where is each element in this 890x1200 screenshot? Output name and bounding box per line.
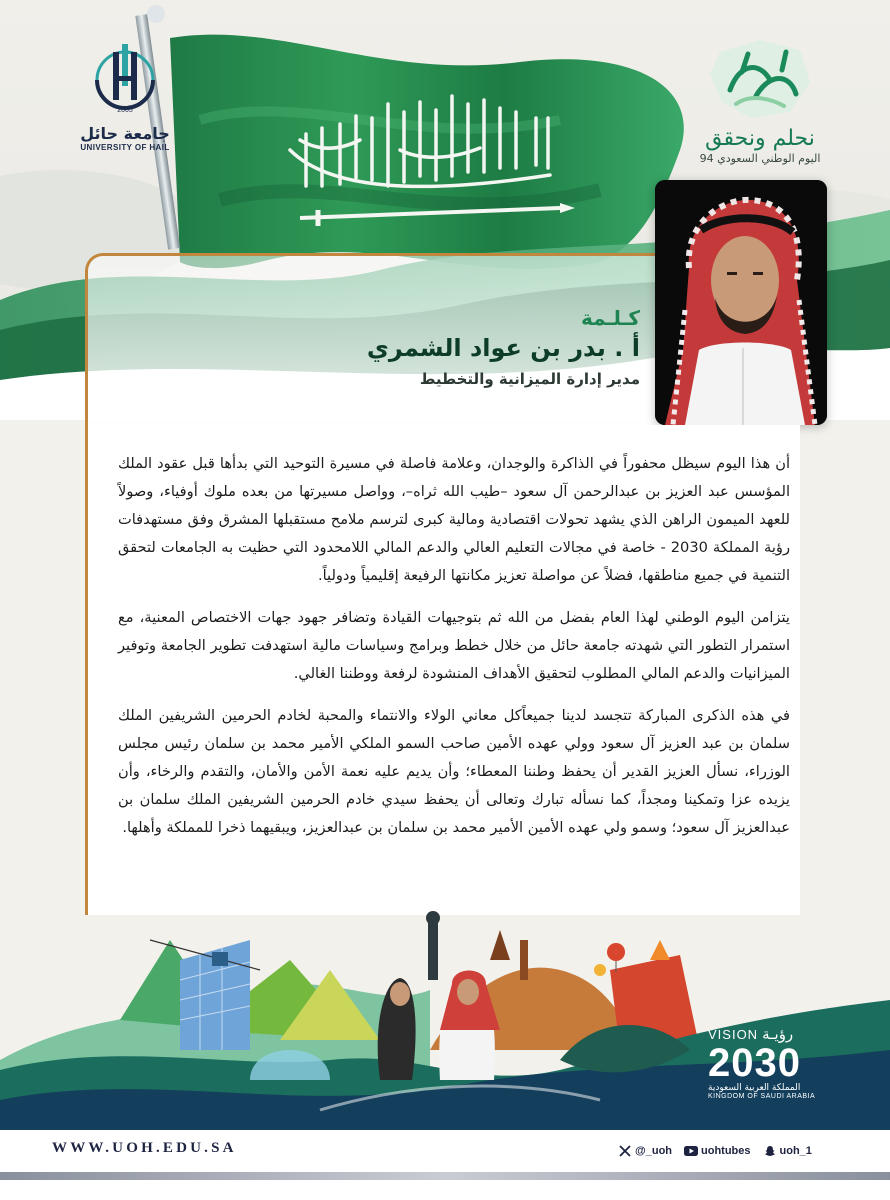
speech-paragraph: في هذه الذكرى المباركة تتجسد لدينا جميعاًكل معاني الولاء والانتماء والمحبة لخادم الحرمين الشريفين الملك سلمان بن عبد العزيز آل سعود وولي عهده الأمين صاحب السمو الملكي الأمير محمد بن سلمان رئيس مجلس الوزراء، نسأل العزيز القدير أن يحفظ وطننا المعطاء؛ وأن يديم عليه نعمة الأمن والأمان، والتقدم والرخاء، وأن يزيده عزا وتمكينا ومجداً، كما نسأله تبارك وتعالى أن يحفظ سيدي خادم الحرمين الشريفين الملك سلمان بن عبدالعزيز آل سعود؛ وسمو ولي عهده الأمين الأمير محمد بن سلمان بن عبدالعزيز، ويبقيهما ذخرا للمملكة وأهلها.: [118, 707, 790, 836]
speech-paragraph: يتزامن اليوم الوطني لهذا العام بفضل من الله ثم بتوجيهات القيادة وتضافر جهود جهات الاختصاص المعنية، مع استمرار التطور التي شهدته جامعة حائل من خلال خطط وبرامج وسياسات مالية استهدفت تطوير الجامعة وتوفير الميزانيات والدعم المالي المطلوب لتحقيق الأهداف المنشودة لرفعة ووطننا الغالي.: [118, 609, 790, 682]
speech-body: [118, 450, 790, 856]
speech-label: كـلـمة: [580, 306, 640, 330]
x-icon: [618, 1144, 632, 1158]
uoh-emblem-icon: [83, 38, 167, 122]
snapchat-icon: [763, 1144, 777, 1158]
speech-paragraph: أن هذا اليوم سيظل محفوراً في الذاكرة والوجدان، وعلامة فاصلة في مسيرة التوحيد التي بدأها قبل عقود الملك المؤسس عبد العزيز بن عبدالرحمن آل سعود –طيب الله ثراه–، وواصل مسيرتها من بعده ملوك أوفياء، وصولاً للعهد الميمون الراهن الذي يشهد تحولات اقتصادية ومالية كبرى لترسم ملامح مستقبلها المشرق وفق مستهدفات رؤية المملكة 2030 - خاصة في مجالات التعليم العالي والدعم المالي اللامحدود التي حظيت به الجامعات لتحقق التنمية في جميع مناطقها، فضلاً عن مواصلة تعزيز مكانتها الرفيعة إقليمياً ودولياً.: [118, 455, 790, 584]
national-day-calligraphy-icon: [700, 32, 820, 124]
university-name-en: UNIVERSITY OF HAIL: [80, 143, 170, 152]
speaker-title: مدير إدارة الميزانية والتخطيط: [419, 370, 640, 388]
university-logo: [60, 38, 190, 152]
national-day-logo: [660, 32, 860, 165]
speaker-portrait-image: [655, 180, 827, 425]
social-x-link[interactable]: [618, 1144, 672, 1158]
speaker-name: أ . بدر بن عواد الشمري: [366, 334, 640, 362]
vision-year: 2030: [708, 1041, 801, 1085]
social-handle: @_uoh: [635, 1145, 673, 1157]
social-youtube-link[interactable]: [684, 1144, 751, 1158]
national-day-slogan: نحلم ونحقق: [705, 126, 815, 151]
social-snapchat-link[interactable]: [763, 1144, 812, 1158]
social-links: [618, 1140, 848, 1162]
social-handle: uoh_1: [779, 1145, 812, 1157]
website-link[interactable]: WWW.UOH.EDU.SA: [52, 1140, 237, 1156]
youtube-icon: [684, 1144, 698, 1158]
speaker-photo: [655, 180, 827, 425]
vision-country-ar: المملكة العربية السعودية: [708, 1083, 801, 1093]
speaker-info: [300, 306, 640, 388]
vision-country-en: KINGDOM OF SAUDI ARABIA: [708, 1093, 816, 1100]
university-name-ar: جامعة حائل: [80, 124, 170, 143]
footer-stripe: [0, 1172, 890, 1180]
svg-text:2005: 2005: [117, 107, 133, 114]
national-day-subtitle: اليوم الوطني السعودي 94: [699, 152, 821, 165]
vision-label-en: VISION: [708, 1027, 759, 1042]
social-handle: uohtubes: [701, 1145, 751, 1157]
vision-2030-logo: [708, 1025, 848, 1100]
vision-label-ar: رؤيـة: [762, 1025, 794, 1043]
